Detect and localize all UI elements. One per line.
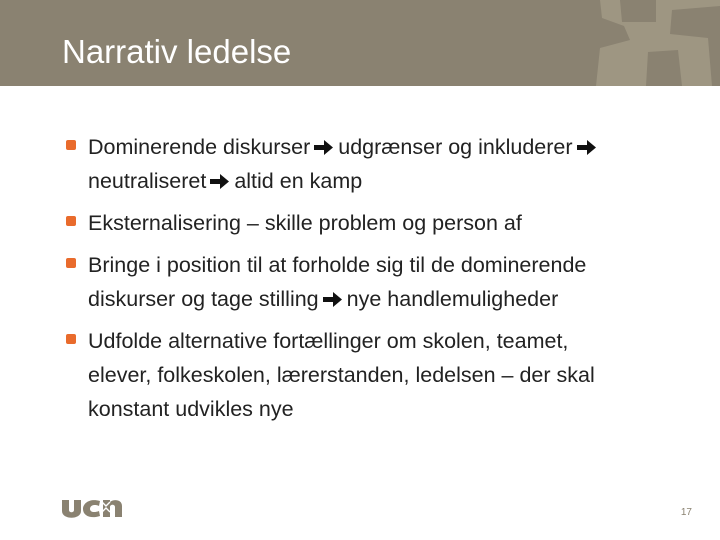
bullet-text: neutraliseret (88, 169, 207, 193)
ucn-logo (60, 496, 140, 520)
bullet-text: Dominerende diskurser (88, 135, 311, 159)
bullet-item (66, 324, 626, 426)
bullet-marker-icon (66, 258, 76, 268)
bullet-item (66, 248, 626, 316)
bullet-item (66, 206, 626, 240)
bullet-text: Udfolde alternative fortællinger om skolen, teamet, elever, folkeskolen, lærerstanden, ledelsen – der skal konstant udvikles nye (88, 329, 595, 421)
arrow-right-icon (314, 139, 334, 156)
decorative-logo-shape (560, 0, 720, 86)
bullet-text: udgrænser og inkluderer (338, 135, 573, 159)
bullet-text: nye handlemuligheder (346, 287, 559, 311)
bullet-marker-icon (66, 216, 76, 226)
arrow-right-icon (577, 139, 597, 156)
page-number: 17 (680, 507, 692, 518)
bullet-text: Bringe i position til at forholde sig til de dominerende diskurser og tage stilling (88, 253, 587, 311)
bullet-marker-icon (66, 334, 76, 344)
bullet-list (66, 130, 626, 434)
header-bar (0, 0, 720, 86)
bullet-marker-icon (66, 140, 76, 150)
bullet-text: Eksternalisering – skille problem og person af (88, 211, 522, 235)
arrow-right-icon (323, 291, 343, 308)
slide-title: Narrativ ledelse (62, 33, 292, 70)
arrow-right-icon (210, 173, 230, 190)
bullet-text: altid en kamp (234, 169, 363, 193)
bullet-item (66, 130, 626, 198)
